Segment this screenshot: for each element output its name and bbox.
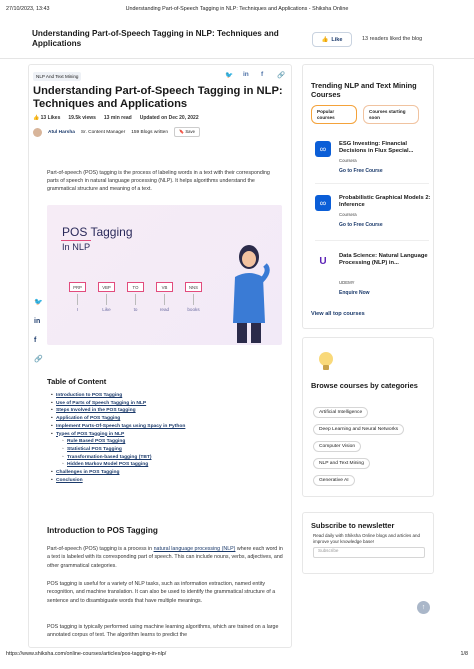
facebook-share-icon[interactable]: f	[34, 337, 37, 344]
article-title: Understanding Part-of-Speech Tagging in NLP: Techniques and Applications	[33, 85, 283, 110]
toc-subitem[interactable]: ◦ Statistical POS Tagging	[51, 446, 286, 454]
nlp-link[interactable]: natural language processing (NLP)	[153, 546, 236, 552]
browse-categories-panel	[302, 337, 434, 497]
likes-stat: 👍 13 Likes	[33, 115, 61, 121]
arrow-up-icon: ↑	[421, 604, 426, 611]
paragraph-2: POS tagging is useful for a variety of NLP tasks, such as information extraction, named entity recognition, and machine translation. It can also be used to identify the grammatical structure of a sentence and to disambiguate words that have multiple meanings.	[47, 581, 276, 604]
hero-line-2: In NLP	[62, 242, 91, 252]
like-label: Like	[331, 36, 343, 43]
pos-tag-box: PRP	[69, 282, 86, 292]
newsletter-title: Subscribe to newsletter	[311, 521, 395, 530]
connector-line	[164, 294, 165, 305]
twitter-share-icon[interactable]: 🐦	[34, 299, 43, 306]
page-url: https://www.shiksha.com/online-courses/articles/pos-tagging-in-nlp/	[6, 651, 167, 657]
linkedin-icon[interactable]: in	[243, 71, 249, 78]
category-chip[interactable]: Computer Vision	[313, 441, 361, 452]
course-card[interactable]	[315, 195, 429, 233]
udemy-logo-icon: U	[315, 253, 331, 269]
course-card[interactable]	[315, 253, 429, 299]
print-header	[6, 6, 468, 12]
pos-tag-box: VB	[156, 282, 173, 292]
page-number: 1/8	[460, 651, 468, 657]
pos-tag-box: VBP	[98, 282, 115, 292]
category-chip[interactable]: Artificial Intelligence	[313, 407, 368, 418]
sentence-word: books	[187, 307, 200, 312]
browse-title: Browse courses by categories	[311, 381, 418, 390]
print-datetime: 27/10/2023, 13:43	[6, 6, 50, 12]
category-chip[interactable]: Generative AI	[313, 475, 355, 486]
toc-item[interactable]: • Challenges in POS Tagging	[51, 469, 286, 477]
divider	[0, 58, 474, 59]
save-button[interactable]: 🔖 Save	[174, 127, 200, 137]
course-provider: UDEMY	[339, 280, 355, 285]
trending-title: Trending NLP and Text Mining Courses	[311, 81, 417, 99]
connector-line	[193, 294, 194, 305]
toc-title: Table of Content	[47, 377, 107, 386]
person-illustration	[225, 243, 273, 345]
views-stat: 19.5k views	[68, 115, 96, 121]
toc-item[interactable]: • Introduction to POS Tagging	[51, 392, 286, 400]
toc-item[interactable]: • Use of Parts of Speech Tagging in NLP	[51, 400, 286, 408]
coursera-logo-icon: ∞	[315, 141, 331, 157]
toc-item[interactable]: • Types of POS Tagging in NLP	[51, 431, 286, 439]
trending-courses-panel	[302, 64, 434, 329]
connector-line	[135, 294, 136, 305]
article-card	[28, 64, 292, 648]
hero-underline	[61, 240, 91, 241]
view-all-courses-link[interactable]: View all top courses	[311, 311, 365, 317]
paragraph-1: Part-of-speech (POS) tagging is a process in natural language processing (NLP) where each word in a text is labeled with its corresponding part of speech. This can include nouns, verbs, adjectives, and other grammatical categories.	[47, 546, 283, 569]
category-chip[interactable]: NLP and Text Mining	[313, 458, 370, 469]
copy-link-icon[interactable]: 🔗	[277, 72, 286, 79]
toc-subitem[interactable]: ◦ Hidden Markov Model POS tagging	[51, 461, 286, 469]
tab-courses-starting-soon[interactable]: Courses starting soon	[363, 105, 419, 124]
print-footer	[6, 651, 468, 657]
coursera-logo-icon: ∞	[315, 195, 331, 211]
author-name[interactable]: Atul Harsha	[48, 129, 75, 135]
connector-line	[106, 294, 107, 305]
category-chip[interactable]: Deep Learning and Neural Networks	[313, 424, 404, 435]
newsletter-panel	[302, 512, 434, 574]
likes-count-text: 13 readers liked the blog	[362, 36, 423, 42]
newsletter-text: Read daily with Shiksha Online blogs and articles and improve your knowledge base!	[313, 533, 421, 544]
course-cta[interactable]: Go to Free Course	[339, 222, 383, 228]
tab-popular-courses[interactable]: Popular courses	[311, 105, 357, 124]
toc-item[interactable]: • Implement Parts-Of-Speech tags using Spacy in Python	[51, 423, 286, 431]
toc-item[interactable]: • Conclusion	[51, 477, 286, 485]
print-page-title: Understanding Part-of-Speech Tagging in NLP: Techniques and Applications - Shiksha Online	[125, 6, 349, 12]
toc-subitem[interactable]: ◦ Rule Based POS Tagging	[51, 438, 286, 446]
sentence-word: I	[76, 307, 79, 312]
scroll-to-top-button[interactable]	[417, 601, 430, 614]
twitter-icon[interactable]: 🐦	[225, 72, 234, 79]
facebook-icon[interactable]: f	[261, 71, 264, 78]
hero-line-1: POS Tagging	[62, 225, 133, 239]
author-blogs-count: 159 Blogs written	[131, 129, 168, 135]
link-share-icon[interactable]: 🔗	[34, 356, 43, 363]
sentence-word: Like	[102, 307, 111, 312]
toc-item[interactable]: • Steps Involved in the POS tagging	[51, 407, 286, 415]
connector-line	[77, 294, 78, 305]
table-of-contents	[51, 392, 286, 484]
hero-image	[47, 205, 282, 345]
category-tag[interactable]: NLP And Text Mining	[33, 72, 81, 81]
sentence-word: read	[159, 307, 170, 312]
course-provider: Coursera	[339, 158, 357, 163]
author-row	[33, 127, 200, 137]
pos-tag-box: NNS	[185, 282, 202, 292]
author-role: Sr. Content Manager	[80, 129, 126, 135]
toc-subitem[interactable]: ◦ Transformation-based tagging (TBT)	[51, 454, 286, 462]
course-name[interactable]: Probabilistic Graphical Models 2: Inference	[339, 195, 431, 209]
section-title: Introduction to POS Tagging	[47, 526, 158, 535]
sticky-title: Understanding Part-of-Speech Tagging in NLP: Techniques and Applications	[32, 29, 279, 48]
course-provider: Coursera	[339, 212, 357, 217]
course-card[interactable]	[315, 141, 429, 179]
pos-tag-box: TO	[127, 282, 144, 292]
course-cta[interactable]: Enquire Now	[339, 290, 370, 296]
like-button[interactable]	[312, 32, 352, 47]
divider	[315, 183, 429, 184]
course-name[interactable]: ESG Investing: Financial Decisions in Flux Special...	[339, 141, 414, 155]
toc-item[interactable]: • Application of POS Tagging	[51, 415, 286, 423]
sentence-word: to	[133, 307, 138, 312]
thumbs-up-icon: 👍	[321, 36, 329, 43]
author-avatar	[33, 128, 42, 137]
article-stats	[33, 115, 199, 121]
course-cta[interactable]: Go to Free Course	[339, 168, 383, 174]
lightbulb-icon	[315, 350, 337, 372]
intro-paragraph: Part-of-speech (POS) tagging is the process of labeling words in a text with their corresponding parts of speech in natural language processing (NLP). It helps algorithms understand the grammatical structure and meaning of a text.	[47, 170, 270, 192]
paragraph-3: POS tagging is typically performed using machine learning algorithms, which are trained on a large annotated corpus of text. The algorithm learns to predict the	[47, 624, 279, 639]
updated-date: Updated on Dec 20, 2022	[139, 115, 199, 121]
linkedin-share-icon[interactable]: in	[34, 318, 41, 325]
course-name[interactable]: Data Science: Natural Language Processing (NLP) in...	[339, 253, 428, 267]
sticky-title-bar	[0, 24, 474, 58]
read-time-stat: 13 min read	[103, 115, 132, 121]
subscribe-button[interactable]: Subscribe	[313, 547, 425, 558]
divider	[315, 240, 429, 241]
